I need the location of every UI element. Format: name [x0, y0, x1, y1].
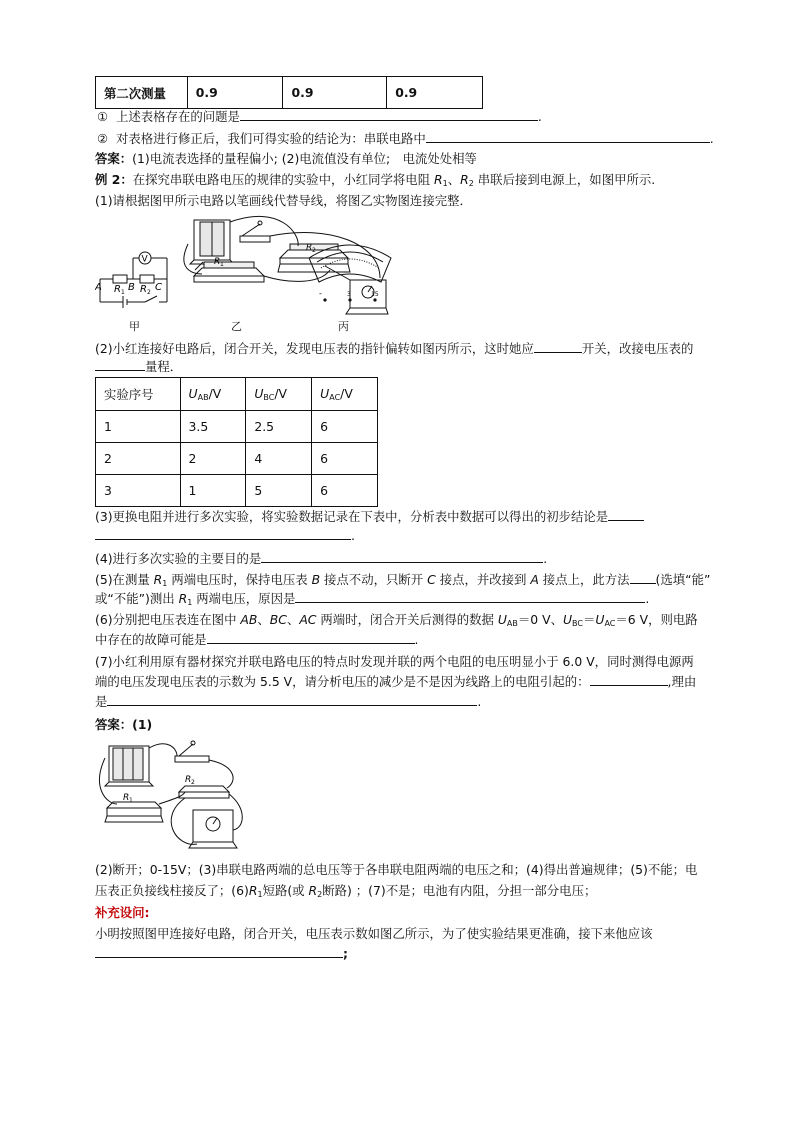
answer-blank[interactable]: [261, 550, 543, 563]
answer-2-heading: 答案：(1): [95, 717, 153, 732]
table-cell: 3: [96, 475, 181, 507]
yi-r2-sub: 2: [312, 247, 316, 254]
voltmeter-v-label: V: [141, 254, 148, 265]
table-row: [96, 378, 378, 411]
voltmeter-dial-bing: [305, 238, 395, 312]
answer-blank[interactable]: [107, 693, 477, 706]
answer-r1-label: R: [123, 793, 130, 803]
part-2-line-2: 量程．: [95, 358, 182, 376]
answer-blank[interactable]: [207, 631, 415, 644]
resistor-r1-sub: 1: [121, 289, 125, 296]
answer-blank[interactable]: [426, 130, 710, 143]
answer-r1-sub: 1: [129, 797, 133, 804]
answer-blank[interactable]: [534, 340, 582, 353]
part-6-line-2: 中存在的故障可能是 .: [95, 632, 419, 647]
answer-r2-label: R: [185, 775, 192, 785]
table-cell: 1: [180, 475, 246, 507]
caption-jia: 甲: [129, 320, 140, 333]
resistor-r2-sub: 2: [147, 289, 151, 296]
table-cell: 第二次测量: [96, 77, 188, 109]
answer-apparatus-diagram: [97, 738, 247, 854]
yi-r1-label: R: [214, 257, 221, 267]
resistor-r2-label: R: [140, 284, 147, 295]
supplementary-heading: 补充设问:: [95, 905, 150, 920]
yi-r2-label: R: [306, 243, 313, 253]
caption-yi: 乙: [231, 320, 242, 333]
measurement-table: [95, 76, 483, 109]
answer-r2-sub: 2: [191, 779, 195, 786]
terminal-3-label: 3: [347, 291, 351, 298]
answer-blank[interactable]: [630, 571, 656, 584]
table-cell: $U_{AB}/V$: [180, 378, 246, 411]
table-cell: 2: [180, 443, 246, 475]
caption-bing: 丙: [338, 320, 349, 333]
answer-blank[interactable]: [608, 508, 644, 521]
answer-blank[interactable]: [95, 945, 343, 958]
part-7-line-3: 是 .: [95, 694, 482, 709]
part-3-line-2: .: [95, 527, 355, 545]
yi-r1-sub: 1: [220, 261, 224, 268]
resistor-r1-label: R: [114, 284, 121, 295]
part-2-line-1: (2)小红连接好电路后，闭合开关，发现电压表的指针偏转如图丙所示，这时她应 开关，改接电压表的: [95, 341, 694, 356]
supplementary-question: 小明按照图甲连接好电路，闭合开关，电压表示数如图乙所示，为了使实验结果更准确，接下来他应该: [95, 926, 653, 941]
table-cell: 5: [246, 475, 312, 507]
table-cell: 0.9: [187, 77, 283, 109]
circuit-diagram-jia: [95, 244, 175, 314]
part-1: (1)请根据图甲所示电路以笔画线代替导线，将图乙实物图连接完整．: [95, 193, 472, 208]
table-cell: 6: [312, 475, 378, 507]
part-4: (4)进行多次实验的主要目的是 .: [95, 551, 548, 566]
table-cell: 1: [96, 411, 181, 443]
question-2: ② 对表格进行修正后，我们可得实验的结论为：串联电路中 .: [97, 131, 714, 146]
terminal-15-label: 15: [371, 291, 379, 298]
table-cell: 0.9: [283, 77, 387, 109]
supplementary-answer-line: ;: [95, 945, 348, 963]
part-3-line-1: (3)更换电阻并进行多次实验，将实验数据记录在下表中，分析表中数据可以得出的初步结论是: [95, 508, 644, 526]
answer-blank[interactable]: [590, 673, 668, 686]
table-row: [96, 411, 378, 443]
table-row: [96, 475, 378, 507]
table-cell: 实验序号: [96, 378, 181, 411]
table-cell: 6: [312, 443, 378, 475]
answer-2-line-1: (2)断开；0-15V；(3)串联电路两端的总电压等于各串联电阻两端的电压之和；(4)得出普遍规律；(5)不能；电: [95, 862, 698, 877]
table-cell: $U_{AC}/V$: [312, 378, 378, 411]
question-1: ① 上述表格存在的问题是 .: [97, 109, 542, 124]
table-cell: 4: [246, 443, 312, 475]
point-b-label: B: [128, 282, 135, 293]
table-cell: 6: [312, 411, 378, 443]
example-2-title: 例 2：在探究串联电路电压的规律的实验中，小红同学将电阻 $R_1$、$R_2$ 串联后接到电源上，如图甲所示.: [95, 172, 656, 188]
answer-blank[interactable]: [295, 590, 645, 603]
table-cell: 2.5: [246, 411, 312, 443]
table-row: [96, 77, 483, 109]
part-5-line-2: 或“不能”)测出 $R_1$ 两端电压，原因是 .: [95, 591, 650, 607]
point-a-label: A: [95, 282, 102, 293]
answer-2-line-2: 压表正负接线柱接反了；$(6)R_1$短路(或 $R_2$断路) ；(7)不是；电池有内阻，分担一部分电压；: [95, 883, 597, 899]
table-cell: 3.5: [180, 411, 246, 443]
part-5-line-1: (5)在测量 $R_1$ 两端电压时，保持电压表 B 接点不动，只断开 C 接点，并改接到 A 接点上，此方法 (选填“能”: [95, 572, 711, 588]
answer-blank[interactable]: [240, 108, 538, 121]
answer-1: 答案：(1)电流表选择的量程偏小; (2)电流值没有单位; 电流处处相等: [95, 151, 477, 166]
part-7-line-2: 端的电压发现电压表的示数为 5.5 V，请分析电压的减少是不是因为线路上的电阻引起的： ,理由: [95, 674, 697, 689]
point-c-label: C: [155, 282, 162, 293]
part-6-line-1: (6)分别把电压表连在图中 AB、BC、AC 两端时，闭合开关后测得的数据 $U_{AB}=0$ V、$U_{BC}=U_{AC}=6$ V，则电路: [95, 612, 698, 628]
table-cell: 2: [96, 443, 181, 475]
answer-blank[interactable]: [95, 358, 145, 371]
table-cell: 0.9: [387, 77, 483, 109]
part-7-line-1: (7)小红利用原有器材探究并联电路电压的特点时发现并联的两个电阻的电压明显小于 6.0 V，同时测得电源两: [95, 654, 694, 669]
terminal-minus-label: -: [319, 289, 322, 298]
voltage-table: [95, 377, 378, 507]
table-cell: $U_{BC}/V$: [246, 378, 312, 411]
answer-blank[interactable]: [95, 527, 351, 540]
table-row: [96, 443, 378, 475]
